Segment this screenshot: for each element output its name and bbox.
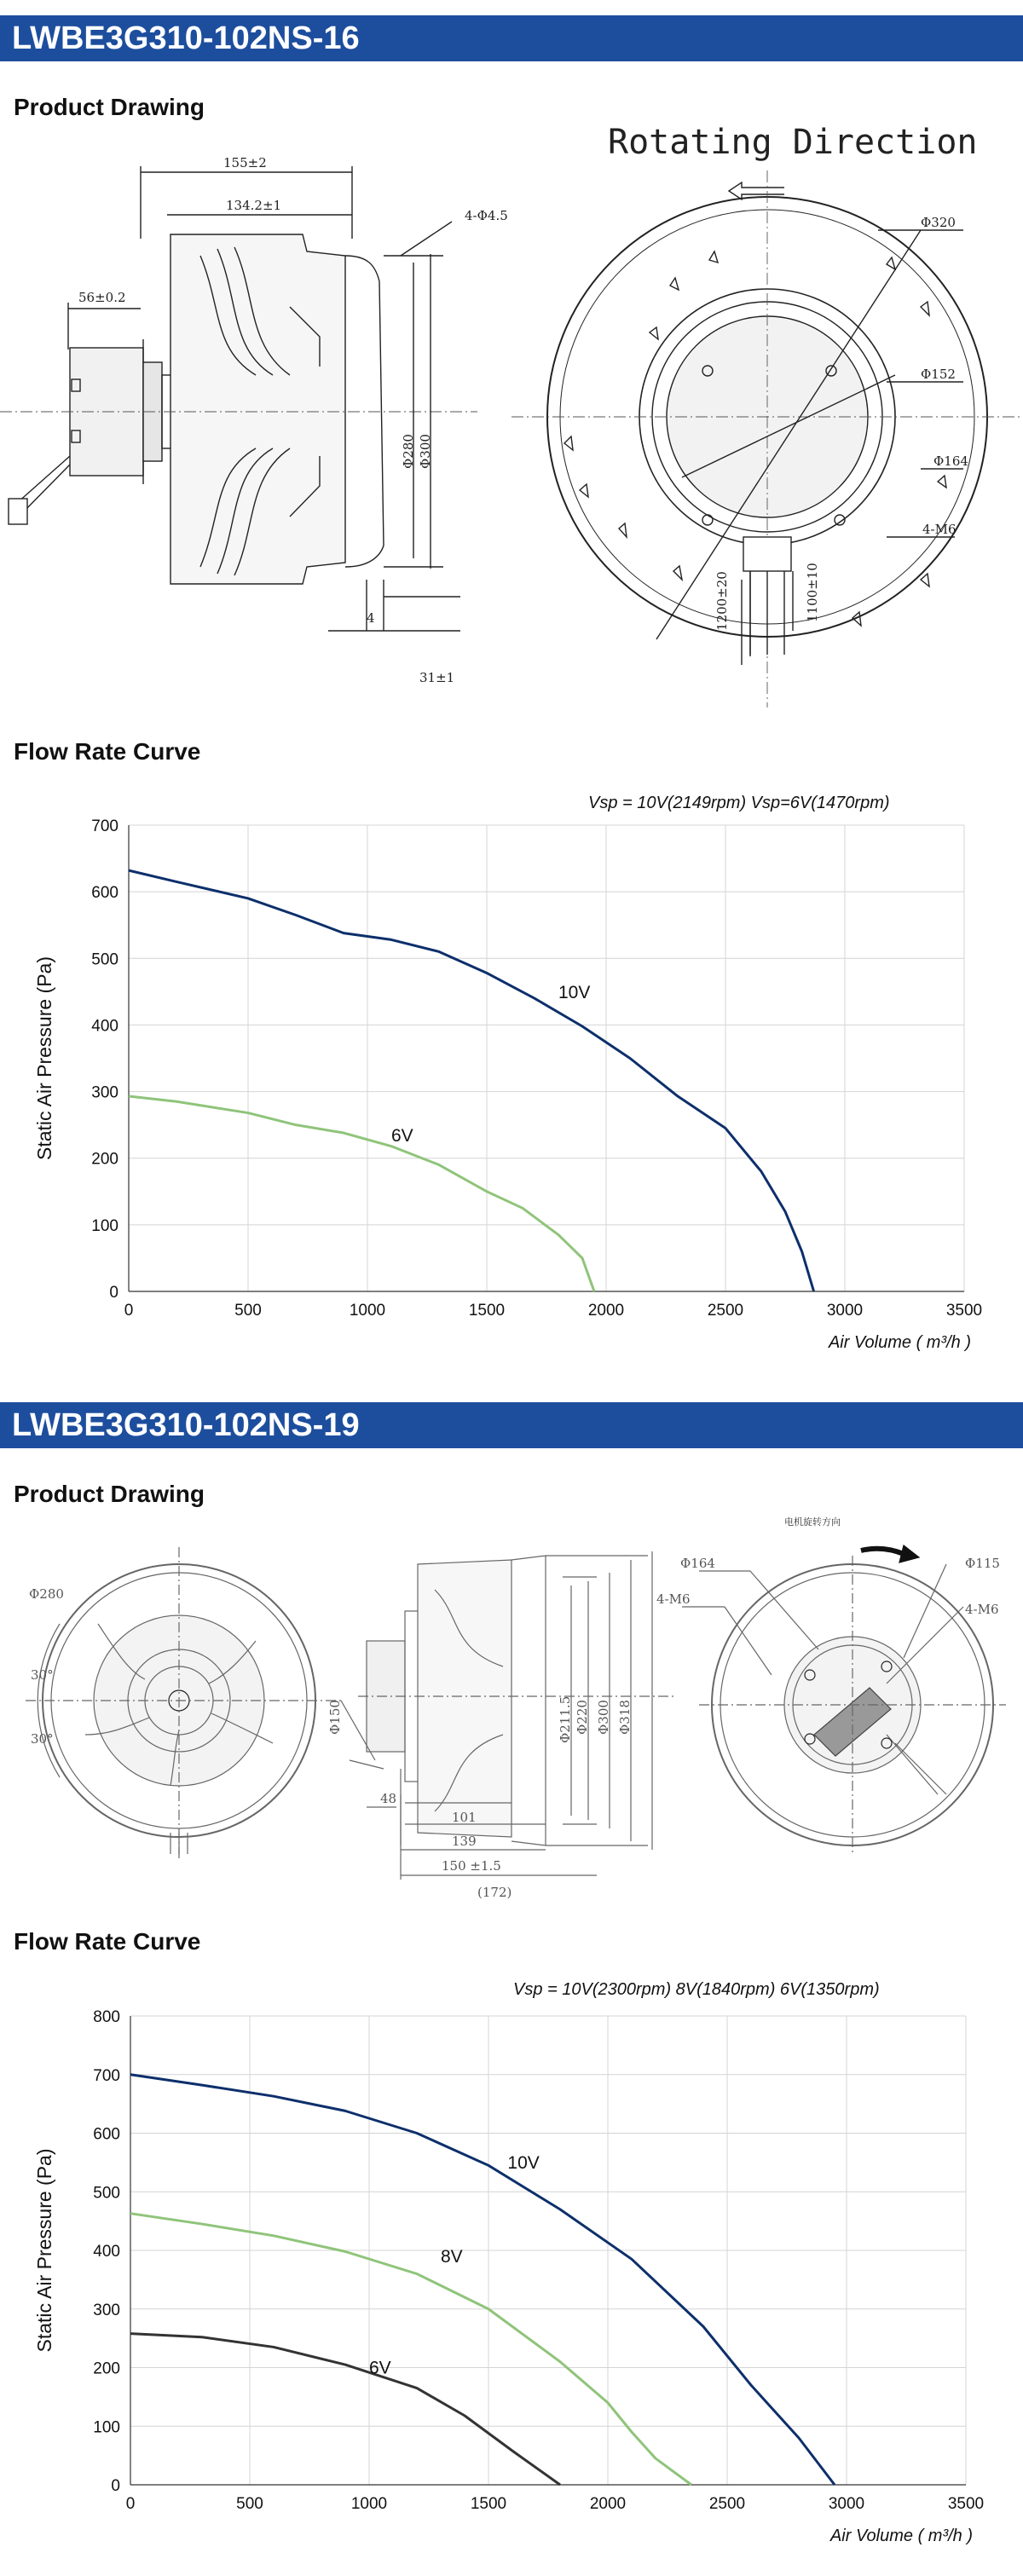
y-tick-label: 300 <box>91 1083 118 1102</box>
dim-4-m6-left: 4-M6 <box>656 1591 691 1607</box>
chart-legend: Vsp = 10V(2149rpm) Vsp=6V(1470rpm) <box>588 794 890 812</box>
y-tick-label: 700 <box>93 2066 120 2085</box>
series-line-10V <box>129 870 814 1291</box>
x-tick-label: 3000 <box>826 1302 864 1320</box>
dim-139: 139 <box>452 1834 477 1849</box>
dim-280: Φ280 <box>401 434 416 469</box>
product-title: LWBE3G310-102NS-16 <box>12 20 360 56</box>
x-tick-label: 0 <box>124 1302 134 1320</box>
y-tick-label: 200 <box>91 1150 118 1169</box>
dim-150: 150 ±1.5 <box>442 1858 501 1874</box>
x-tick-label: 1500 <box>470 2495 507 2513</box>
y-tick-label: 0 <box>111 2477 120 2495</box>
series-label-10V: 10V <box>558 983 591 1003</box>
y-tick-label: 500 <box>93 2184 120 2203</box>
dim-164: Φ164 <box>933 453 968 469</box>
dim-155: 155±2 <box>223 155 267 170</box>
x-tick-label: 2000 <box>587 1302 625 1320</box>
dim-220: Φ220 <box>575 1700 590 1735</box>
product-title-bar <box>0 15 1023 61</box>
dim-4: 4 <box>367 610 375 626</box>
dim-30-top: 30° <box>31 1667 54 1683</box>
x-tick-label: 3500 <box>945 1302 983 1320</box>
flow-rate-chart-1 <box>0 776 1023 1372</box>
y-tick-label: 500 <box>91 950 118 969</box>
dim-280: Φ280 <box>29 1586 64 1602</box>
x-tick-label: 1000 <box>349 1302 386 1320</box>
series-line-6V <box>130 2334 560 2485</box>
flow-rate-heading: Flow Rate Curve <box>14 738 201 765</box>
product-drawing-1 <box>0 119 1023 708</box>
product-drawing-heading: Product Drawing <box>14 94 205 120</box>
series-label-10V: 10V <box>507 2152 540 2173</box>
dim-152: Φ152 <box>921 367 956 382</box>
product-drawing-2 <box>0 1513 1023 1905</box>
dim-300: Φ300 <box>596 1700 611 1735</box>
dim-172: (172) <box>477 1885 512 1900</box>
y-axis-label: Static Air Pressure (Pa) <box>33 2148 55 2353</box>
x-tick-label: 2500 <box>708 2495 746 2513</box>
y-tick-label: 700 <box>91 817 118 835</box>
dim-1200: 1200±20 <box>714 571 730 631</box>
dim-31: 31±1 <box>419 670 455 685</box>
y-tick-label: 100 <box>91 1216 118 1235</box>
x-tick-label: 1500 <box>468 1302 506 1320</box>
series-label-6V: 6V <box>391 1126 413 1146</box>
y-tick-label: 200 <box>93 2359 120 2378</box>
y-tick-label: 600 <box>93 2125 120 2144</box>
dim-4-m6-right: 4-M6 <box>965 1602 999 1617</box>
x-tick-label: 2000 <box>589 2495 627 2513</box>
x-tick-label: 500 <box>236 2495 263 2513</box>
y-tick-label: 0 <box>109 1284 118 1302</box>
dim-4-m6: 4-M6 <box>922 522 957 537</box>
series-line-8V <box>130 2214 691 2485</box>
product-title: LWBE3G310-102NS-19 <box>12 1407 360 1443</box>
rotating-direction-label: Rotating Direction <box>608 123 978 162</box>
chart-legend: Vsp = 10V(2300rpm) 8V(1840rpm) 6V(1350rpm) <box>513 1980 880 1999</box>
y-tick-label: 300 <box>93 2301 120 2319</box>
dim-1100: 1100±10 <box>805 563 820 622</box>
x-axis-label: Air Volume ( m³/h ) <box>829 2527 973 2545</box>
x-tick-label: 3500 <box>947 2495 985 2513</box>
dim-134: 134.2±1 <box>226 198 282 213</box>
dim-164: Φ164 <box>680 1556 715 1571</box>
dim-115: Φ115 <box>965 1556 1000 1571</box>
flow-rate-heading: Flow Rate Curve <box>14 1928 201 1955</box>
dim-211: Φ211.5 <box>558 1695 573 1743</box>
y-tick-label: 800 <box>93 2008 120 2026</box>
y-tick-label: 600 <box>91 884 118 903</box>
dim-300: Φ300 <box>418 434 433 469</box>
x-tick-label: 3000 <box>828 2495 865 2513</box>
dim-48: 48 <box>380 1791 397 1806</box>
product-drawing-heading: Product Drawing <box>14 1481 205 1507</box>
y-tick-label: 400 <box>91 1017 118 1036</box>
dim-30-bottom: 30° <box>31 1731 54 1747</box>
y-tick-label: 100 <box>93 2418 120 2437</box>
rotate-direction-caption: 电机旋转方向 <box>784 1516 841 1528</box>
y-tick-label: 400 <box>93 2243 120 2261</box>
x-tick-label: 0 <box>125 2495 136 2513</box>
x-axis-label: Air Volume ( m³/h ) <box>828 1333 971 1352</box>
x-tick-label: 1000 <box>350 2495 388 2513</box>
series-label-6V: 6V <box>369 2358 391 2378</box>
dim-56: 56±0.2 <box>78 290 126 305</box>
x-tick-label: 2500 <box>707 1302 744 1320</box>
dim-318: Φ318 <box>617 1700 633 1735</box>
dim-150-dia: Φ150 <box>327 1700 343 1735</box>
x-tick-label: 500 <box>234 1302 262 1320</box>
product-title-bar <box>0 1402 1023 1448</box>
dim-4-holes: 4-Φ4.5 <box>465 208 508 223</box>
flow-rate-chart-2 <box>0 1961 1023 2574</box>
series-label-8V: 8V <box>441 2246 463 2267</box>
series-line-6V <box>129 1096 594 1291</box>
y-axis-label: Static Air Pressure (Pa) <box>33 956 55 1161</box>
dim-101: 101 <box>452 1810 477 1825</box>
series-line-10V <box>130 2075 835 2485</box>
dim-320: Φ320 <box>921 215 956 230</box>
